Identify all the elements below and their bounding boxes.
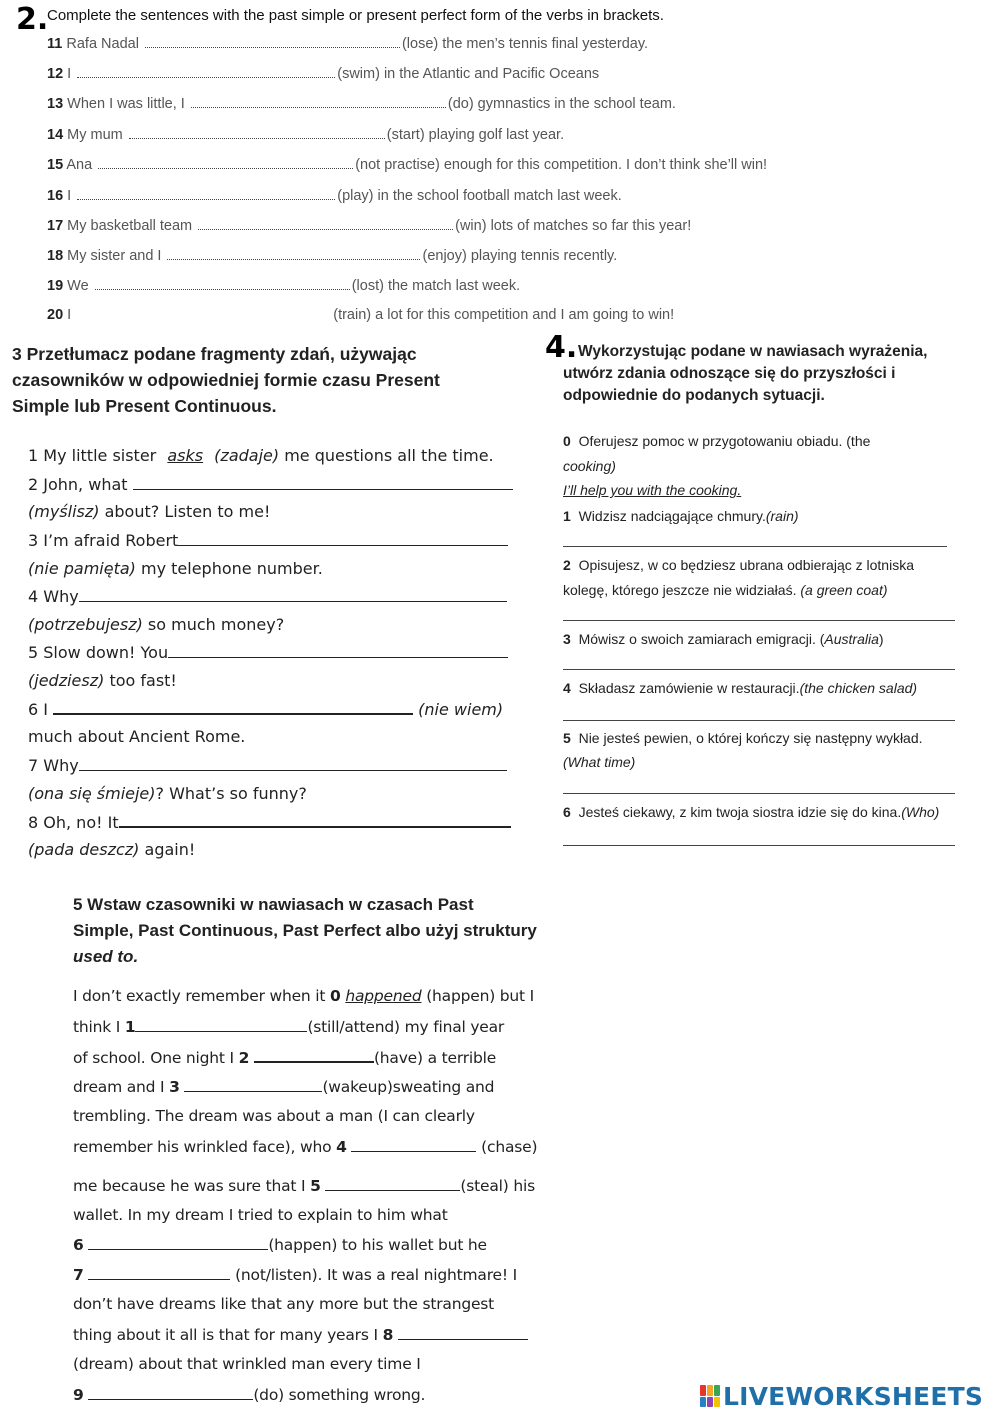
exercise-item-13 bbox=[47, 95, 676, 112]
gap-number: 3 bbox=[169, 1078, 180, 1096]
item-number: 6 bbox=[563, 804, 571, 820]
answer-line[interactable] bbox=[563, 620, 955, 621]
item-number: 20 bbox=[47, 307, 64, 323]
story-text: I don’t exactly remember when it bbox=[73, 987, 330, 1005]
story-text: (steal) his bbox=[460, 1177, 535, 1195]
answer-line[interactable] bbox=[563, 793, 955, 794]
translation-item-3 bbox=[28, 531, 508, 550]
item-text-before: We bbox=[67, 278, 89, 294]
hint-text: (the chicken salad) bbox=[799, 680, 918, 696]
item-number: 2 bbox=[563, 557, 571, 573]
item-number: 16 bbox=[47, 188, 64, 204]
situation-item-4 bbox=[563, 680, 917, 696]
gap-number: 8 bbox=[382, 1326, 394, 1344]
liveworksheets-logo[interactable] bbox=[700, 1381, 983, 1411]
gap-number: 5 bbox=[310, 1177, 321, 1195]
gap-number: 1 bbox=[124, 1018, 136, 1036]
exercise-item-17 bbox=[47, 217, 691, 234]
situation-text: Widzisz nadciągające chmury. bbox=[578, 508, 766, 524]
story-line-12 bbox=[73, 1355, 421, 1373]
title-line: Simple lub Present Continuous. bbox=[12, 396, 277, 416]
translation-item-5 bbox=[28, 643, 508, 662]
situation-item-1 bbox=[563, 508, 799, 524]
item-text-after: (lost) the match last week. bbox=[351, 278, 521, 294]
gap-number: 7 bbox=[73, 1266, 84, 1284]
item-text-before: When I was little, I bbox=[67, 96, 185, 112]
example-answer: asks bbox=[167, 446, 204, 465]
story-line-6 bbox=[73, 1176, 535, 1195]
story-line-4 bbox=[73, 1107, 475, 1125]
title-line: 3 Przetłumacz podane fragmenty zdań, używając bbox=[12, 344, 417, 364]
situation-item-5 bbox=[563, 730, 923, 746]
answer-gap[interactable] bbox=[88, 1265, 230, 1280]
title-line: used to. bbox=[73, 947, 139, 966]
story-line-7 bbox=[73, 1206, 448, 1224]
exercise-item-20 bbox=[47, 307, 674, 323]
item-number: 11 bbox=[47, 36, 63, 52]
item-number: 15 bbox=[47, 157, 64, 173]
translation-item-8 bbox=[28, 812, 511, 832]
gap-number: 4 bbox=[336, 1138, 347, 1156]
item-text-before: My sister and I bbox=[67, 248, 162, 264]
item-text: much about Ancient Rome. bbox=[28, 727, 246, 746]
answer-line[interactable] bbox=[563, 546, 947, 547]
exercise-item-18 bbox=[47, 247, 617, 264]
translation-item-2 bbox=[28, 475, 513, 494]
item-text: 7 Why bbox=[28, 756, 79, 775]
gap-number: 9 bbox=[73, 1386, 84, 1404]
item-text-before: Rafa Nadal bbox=[66, 36, 139, 52]
item-text: so much money? bbox=[142, 615, 285, 634]
situation-text: Jesteś ciekawy, z kim twoja siostra idzie się do kina. bbox=[578, 804, 902, 820]
story-line-2 bbox=[73, 1047, 496, 1067]
answer-gap[interactable] bbox=[135, 1017, 307, 1032]
section-4-title-line: odpowiednie do podanych sytuacji. bbox=[563, 387, 825, 404]
item-text: too fast! bbox=[104, 671, 177, 690]
answer-gap[interactable] bbox=[325, 1176, 460, 1191]
situation-text: ) bbox=[878, 631, 884, 647]
exercise-item-11 bbox=[47, 35, 648, 52]
item-number: 5 bbox=[563, 730, 571, 746]
answer-gap[interactable] bbox=[351, 1137, 476, 1152]
item-text-before: Ana bbox=[66, 157, 93, 173]
story-text: thing about it all is that for many years I bbox=[73, 1326, 383, 1344]
logo-tile bbox=[700, 1397, 706, 1408]
answer-blank[interactable] bbox=[129, 126, 385, 139]
story-text: (still/attend) my final year bbox=[307, 1018, 505, 1036]
answer-blank[interactable] bbox=[95, 277, 350, 290]
polish-hint: (zadaje) bbox=[209, 446, 280, 465]
answer-gap[interactable] bbox=[88, 1235, 268, 1250]
item-text-before: My mum bbox=[67, 127, 123, 143]
translation-item-2-cont bbox=[28, 502, 270, 521]
item-text-after: (win) lots of matches so far this year! bbox=[455, 218, 692, 234]
story-text: (wakeup)sweating and bbox=[322, 1078, 495, 1096]
answer-gap[interactable] bbox=[254, 1047, 374, 1063]
answer-line[interactable] bbox=[563, 720, 955, 721]
story-text: (happen) to his wallet but he bbox=[268, 1236, 487, 1254]
item-text: again! bbox=[139, 840, 196, 859]
example-answer: happened bbox=[345, 987, 422, 1005]
title-line: czasowników w odpowiedniej formie czasu Present bbox=[12, 370, 440, 390]
item-number: 0 bbox=[563, 433, 571, 449]
story-text: (happen) but I bbox=[421, 987, 535, 1005]
situation-example-cont bbox=[563, 458, 616, 474]
gap-number: 2 bbox=[238, 1049, 250, 1067]
item-text-after: (train) a lot for this competition and I am going to win! bbox=[333, 307, 675, 323]
item-text: me questions all the time. bbox=[279, 446, 494, 465]
story-line-9 bbox=[73, 1265, 517, 1284]
exercise-item-15 bbox=[47, 156, 767, 173]
story-text: wallet. In my dream I tried to explain to him what bbox=[73, 1206, 448, 1224]
exercise-item-19 bbox=[47, 277, 520, 294]
item-text: 3 I’m afraid Robert bbox=[28, 531, 179, 550]
story-line-11 bbox=[73, 1325, 528, 1344]
section-3-title bbox=[12, 341, 440, 419]
translation-item-5-cont bbox=[28, 671, 177, 690]
hint-text: (What time) bbox=[563, 754, 636, 770]
situation-item-3 bbox=[563, 631, 884, 647]
hint-text: (a green coat) bbox=[800, 582, 888, 598]
story-text: (dream) about that wrinkled man every time I bbox=[73, 1355, 421, 1373]
exercise-item-12 bbox=[47, 65, 599, 82]
item-text-after: (do) gymnastics in the school team. bbox=[447, 96, 676, 112]
logo-tile bbox=[714, 1385, 720, 1396]
exercise-item-16 bbox=[47, 187, 622, 204]
item-text: 8 Oh, no! It bbox=[28, 813, 119, 832]
situation-text: Nie jesteś pewien, o której kończy się następny wykład. bbox=[578, 730, 923, 746]
item-number: 3 bbox=[563, 631, 571, 647]
situation-example bbox=[563, 433, 870, 449]
section-2-instruction: Complete the sentences with the past simple or present perfect form of the verbs in brackets. bbox=[47, 7, 664, 24]
story-line-5 bbox=[73, 1137, 537, 1156]
logo-tile bbox=[707, 1385, 713, 1396]
section-4-title-line: utwórz zdania odnoszące się do przyszłości i bbox=[563, 365, 896, 382]
answer-blank[interactable] bbox=[145, 35, 400, 48]
answer-blank[interactable] bbox=[191, 95, 446, 108]
answer-line[interactable] bbox=[53, 699, 413, 715]
logo-tile bbox=[707, 1397, 713, 1408]
section-4-title-line: Wykorzystując podane w nawiasach wyrażenia, bbox=[578, 343, 928, 360]
story-text: of school. One night I bbox=[73, 1049, 239, 1067]
situation-item-2 bbox=[563, 557, 914, 573]
answer-blank[interactable] bbox=[77, 65, 335, 78]
story-text: remember his wrinkled face), who bbox=[73, 1138, 337, 1156]
answer-line[interactable] bbox=[563, 669, 955, 670]
story-text: (do) something wrong. bbox=[253, 1386, 426, 1404]
answer-gap[interactable] bbox=[184, 1077, 322, 1092]
answer-line[interactable] bbox=[563, 845, 955, 846]
item-text-before: I bbox=[67, 307, 72, 323]
translation-item-6 bbox=[28, 699, 503, 719]
polish-hint: (nie wiem) bbox=[418, 700, 504, 719]
situation-text: kolegę, którego jeszcze nie widziałaś. bbox=[563, 582, 797, 598]
section-4-number: 4. bbox=[545, 330, 578, 365]
story-line-13 bbox=[73, 1385, 425, 1404]
answer-blank[interactable] bbox=[198, 217, 453, 230]
situation-item-2-cont bbox=[563, 582, 888, 598]
item-text-after: (enjoy) playing tennis recently. bbox=[422, 248, 618, 264]
item-text: 6 I bbox=[28, 700, 48, 719]
title-line: Simple, Past Continuous, Past Perfect albo użyj struktury bbox=[73, 921, 537, 940]
item-number: 4 bbox=[563, 680, 571, 696]
item-text-before: I bbox=[67, 66, 72, 82]
translation-item-4-cont bbox=[28, 615, 284, 634]
item-text: 4 Why bbox=[28, 587, 79, 606]
item-number: 18 bbox=[47, 248, 64, 264]
story-text: (chase) bbox=[481, 1138, 538, 1156]
item-text: ? What’s so funny? bbox=[155, 784, 307, 803]
translation-item-7 bbox=[28, 756, 507, 775]
item-number: 1 bbox=[563, 508, 571, 524]
hint-text: cooking) bbox=[563, 458, 616, 474]
item-text: 1 My little sister bbox=[28, 446, 162, 465]
story-text: me because he was sure that I bbox=[73, 1177, 311, 1195]
translation-item-3-cont bbox=[28, 559, 323, 578]
answer-blank[interactable] bbox=[98, 156, 353, 169]
item-text-before: I bbox=[67, 188, 72, 204]
item-number: 12 bbox=[47, 66, 64, 82]
story-line-1 bbox=[73, 1017, 504, 1036]
exercise-item-14 bbox=[47, 126, 564, 143]
answer-blank[interactable] bbox=[77, 187, 335, 200]
polish-hint: (nie pamięta) bbox=[28, 559, 136, 578]
answer-gap[interactable] bbox=[398, 1325, 528, 1340]
answer-blank[interactable] bbox=[167, 247, 420, 260]
hint-text: (rain) bbox=[765, 508, 799, 524]
answer-line[interactable] bbox=[79, 587, 507, 602]
translation-item-7-cont bbox=[28, 784, 307, 803]
item-text: 2 John, what bbox=[28, 475, 128, 494]
story-text: think I bbox=[73, 1018, 125, 1036]
logo-tile bbox=[700, 1385, 706, 1396]
situation-text: Oferujesz pomoc w przygotowaniu obiadu. (the bbox=[578, 433, 871, 449]
translation-item-4 bbox=[28, 587, 507, 606]
answer-line[interactable] bbox=[133, 475, 513, 490]
story-text: don’t have dreams like that any more but the strangest bbox=[73, 1295, 495, 1313]
answer-gap[interactable] bbox=[88, 1385, 253, 1400]
story-line-8 bbox=[73, 1235, 487, 1254]
translation-item-6-cont bbox=[28, 727, 245, 746]
item-text-after: (not practise) enough for this competition. I don’t think she’ll win! bbox=[355, 157, 768, 173]
item-text-after: (start) playing golf last year. bbox=[386, 127, 565, 143]
story-text: dream and I bbox=[73, 1078, 170, 1096]
answer-line[interactable] bbox=[119, 812, 511, 828]
section-5-title bbox=[73, 892, 537, 970]
story-line-3 bbox=[73, 1077, 494, 1096]
example-answer: I’ll help you with the cooking. bbox=[563, 482, 742, 498]
logo-tile bbox=[714, 1397, 720, 1408]
hint-text: Australia bbox=[824, 631, 879, 647]
gap-number: 0 bbox=[330, 987, 341, 1005]
liveworksheets-logo-icon bbox=[700, 1385, 720, 1407]
hint-text: (Who) bbox=[901, 804, 940, 820]
translation-item-8-cont bbox=[28, 840, 195, 859]
item-text-after: (lose) the men’s tennis final yesterday. bbox=[401, 36, 649, 52]
item-number: 14 bbox=[47, 127, 64, 143]
translation-item-1 bbox=[28, 446, 494, 465]
item-number: 19 bbox=[47, 278, 64, 294]
answer-line[interactable] bbox=[178, 531, 508, 546]
gap-number: 6 bbox=[73, 1236, 84, 1254]
story-line-10 bbox=[73, 1295, 494, 1313]
situation-text: Opisujesz, w co będziesz ubrana odbierając z lotniska bbox=[578, 557, 914, 573]
section-2-number: 2. bbox=[16, 2, 49, 37]
item-number: 13 bbox=[47, 96, 64, 112]
item-text-after: (play) in the school football match last week. bbox=[337, 188, 622, 204]
story-text: (not/listen). It was a real nightmare! I bbox=[235, 1266, 517, 1284]
polish-hint: (potrzebujesz) bbox=[28, 615, 143, 634]
story-text: (have) a terrible bbox=[373, 1049, 497, 1067]
item-number: 17 bbox=[47, 218, 64, 234]
polish-hint: (pada deszcz) bbox=[28, 840, 140, 859]
item-text: my telephone number. bbox=[135, 559, 323, 578]
situation-example-answer bbox=[563, 482, 741, 498]
story-text: trembling. The dream was about a man (I can clearly bbox=[73, 1107, 475, 1125]
answer-line[interactable] bbox=[168, 643, 508, 658]
polish-hint: (ona się śmieje) bbox=[28, 784, 156, 803]
situation-item-6 bbox=[563, 804, 939, 820]
item-text: about? Listen to me! bbox=[99, 502, 271, 521]
item-text-after: (swim) in the Atlantic and Pacific Oceans bbox=[337, 66, 600, 82]
situation-item-5-cont bbox=[563, 754, 635, 770]
item-text-before: My basketball team bbox=[67, 218, 193, 234]
story-line-0 bbox=[73, 987, 534, 1005]
item-text: 5 Slow down! You bbox=[28, 643, 169, 662]
logo-text: LIVEWORKSHEETS bbox=[723, 1381, 984, 1411]
answer-line[interactable] bbox=[79, 756, 507, 771]
polish-hint: (jedziesz) bbox=[28, 671, 105, 690]
situation-text: Mówisz o swoich zamiarach emigracji. ( bbox=[578, 631, 825, 647]
title-line: 5 Wstaw czasowniki w nawiasach w czasach Past bbox=[73, 895, 474, 914]
situation-text: Składasz zamówienie w restauracji. bbox=[578, 680, 800, 696]
polish-hint: (myślisz) bbox=[28, 502, 100, 521]
